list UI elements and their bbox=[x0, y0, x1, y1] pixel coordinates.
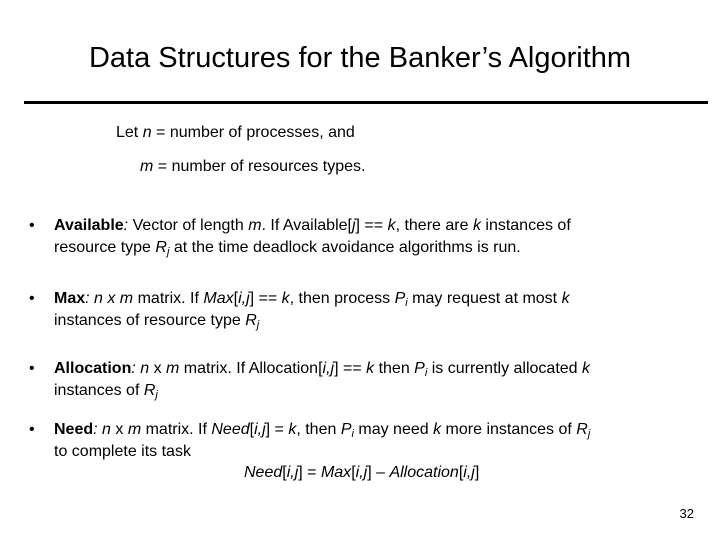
intro-processes-text: = number of processes, and bbox=[151, 124, 355, 141]
text-run: ] = bbox=[298, 464, 321, 481]
intro-let-text: Let bbox=[116, 124, 143, 141]
text-run: instances of bbox=[480, 217, 571, 234]
text-run: P bbox=[394, 290, 406, 307]
text-run: matrix. If bbox=[141, 421, 212, 438]
text-run: : n x m bbox=[85, 290, 134, 307]
text-run: k bbox=[288, 421, 297, 438]
text-run: R bbox=[155, 239, 167, 256]
text-line bbox=[244, 464, 479, 481]
text-run: k bbox=[472, 217, 481, 234]
text-run: , there are bbox=[395, 217, 473, 234]
text-run: may request at most bbox=[407, 290, 562, 307]
text-run: P bbox=[340, 421, 352, 438]
text-run: ] = bbox=[265, 421, 289, 438]
text-run: R bbox=[576, 421, 588, 438]
text-run: i,j bbox=[322, 360, 335, 377]
text-run: Allocation bbox=[389, 464, 459, 481]
text-run: i bbox=[424, 367, 428, 379]
intro-m-variable: m bbox=[140, 158, 154, 175]
text-run: i,j bbox=[238, 290, 250, 307]
text-run: is currently allocated bbox=[427, 360, 583, 377]
text-run: j bbox=[351, 217, 356, 234]
bullet-allocation-text bbox=[54, 358, 694, 402]
bullet-dot: • bbox=[29, 360, 35, 377]
bullet-need-text bbox=[54, 419, 694, 463]
text-run: m bbox=[127, 421, 142, 438]
text-run: : n bbox=[93, 421, 111, 438]
text-run: . If Available[ bbox=[261, 217, 352, 234]
text-run: R bbox=[143, 382, 156, 399]
text-run: matrix. If Allocation[ bbox=[179, 360, 323, 377]
text-run: ] – bbox=[367, 464, 390, 481]
text-line bbox=[54, 288, 694, 310]
text-run: j bbox=[587, 428, 591, 440]
text-run: instances of bbox=[54, 382, 144, 399]
text-run: i bbox=[351, 428, 354, 440]
text-line bbox=[54, 380, 694, 402]
text-run: [ bbox=[233, 290, 239, 307]
text-line bbox=[54, 237, 694, 259]
text-line bbox=[54, 358, 694, 380]
text-run: R bbox=[245, 312, 257, 329]
need-formula bbox=[244, 463, 479, 483]
intro-n-variable: n bbox=[142, 124, 152, 141]
intro-line-n bbox=[116, 123, 355, 143]
text-run: Need bbox=[54, 421, 94, 438]
bullet-dot: • bbox=[29, 290, 35, 307]
text-run: k bbox=[281, 290, 290, 307]
bullet-dot: • bbox=[29, 217, 35, 234]
text-line bbox=[54, 215, 694, 237]
text-run: m bbox=[248, 217, 262, 234]
text-run: i,j bbox=[355, 464, 368, 481]
text-run: Allocation bbox=[54, 360, 132, 377]
text-run: Available bbox=[54, 217, 124, 234]
text-run: m bbox=[166, 360, 180, 377]
bullet-available-text bbox=[54, 215, 694, 259]
text-run: to complete its task bbox=[54, 443, 191, 460]
text-run: Need bbox=[244, 464, 283, 481]
text-run: i,j bbox=[254, 421, 266, 438]
text-run: resource type bbox=[54, 239, 156, 256]
text-run: [ bbox=[249, 421, 255, 438]
text-run: i,j bbox=[286, 464, 299, 481]
text-run: : n bbox=[131, 360, 150, 377]
text-run: P bbox=[414, 360, 425, 377]
text-run: matrix. If bbox=[133, 290, 204, 307]
text-run: k bbox=[366, 360, 375, 377]
text-run: k bbox=[433, 421, 442, 438]
text-run: Need bbox=[211, 421, 250, 438]
title-divider bbox=[24, 101, 708, 104]
text-run: j bbox=[155, 389, 158, 401]
text-run: [ bbox=[351, 464, 356, 481]
text-run: k bbox=[582, 360, 591, 377]
text-run: ] == bbox=[249, 290, 282, 307]
text-run: ] == bbox=[334, 360, 367, 377]
text-run: , then bbox=[296, 421, 341, 438]
text-line bbox=[54, 419, 694, 441]
text-run: k bbox=[561, 290, 570, 307]
bullet-max-text bbox=[54, 288, 694, 332]
intro-line-m bbox=[140, 157, 365, 177]
text-run: ] bbox=[474, 464, 480, 481]
text-run: x bbox=[149, 360, 167, 377]
text-run: at the time deadlock avoidance algorithms is run. bbox=[169, 239, 521, 256]
text-run: Max bbox=[320, 464, 352, 481]
bullet-dot: • bbox=[29, 421, 35, 438]
slide-title: Data Structures for the Banker’s Algorithm bbox=[88, 42, 632, 74]
text-run: ] == bbox=[355, 217, 388, 234]
page-number: 32 bbox=[679, 506, 694, 521]
text-run: then bbox=[374, 360, 415, 377]
text-run: more instances of bbox=[441, 421, 577, 438]
text-run: Max bbox=[203, 290, 234, 307]
text-run: [ bbox=[458, 464, 464, 481]
text-run: x bbox=[110, 421, 128, 438]
text-run: may need bbox=[353, 421, 434, 438]
text-run: k bbox=[387, 217, 396, 234]
text-line bbox=[54, 310, 694, 332]
text-run: i bbox=[405, 297, 408, 309]
text-line bbox=[54, 441, 694, 463]
text-run: Vector of length bbox=[128, 217, 249, 234]
text-run: j bbox=[166, 246, 170, 258]
text-run: i,j bbox=[463, 464, 475, 481]
text-run: : bbox=[123, 217, 129, 234]
text-run: instances of resource type bbox=[54, 312, 246, 329]
text-run: , then process bbox=[289, 290, 395, 307]
text-run: [ bbox=[282, 464, 287, 481]
text-run: j bbox=[256, 319, 260, 331]
intro-resources-text: = number of resources types. bbox=[153, 158, 366, 175]
text-run: Max bbox=[54, 290, 86, 307]
